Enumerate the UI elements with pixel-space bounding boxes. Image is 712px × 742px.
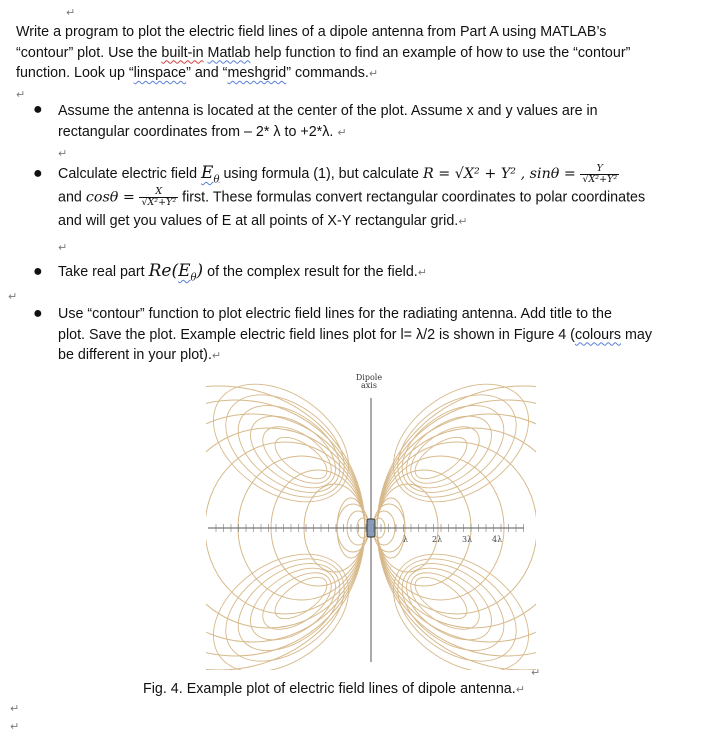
bullet-1-line-1: Assume the antenna is located at the center of the plot. Assume x and y values are in [58,103,598,119]
field-line [222,388,356,511]
field-line [207,374,363,519]
dipole-axis-label: Dipole [355,373,383,382]
bullet-1-line-2: rectangular coordinates from – 2* λ to +2*λ. ↵ [58,123,347,140]
bullet-4-line-2: plot. Save the plot. Example electric field lines plot for l= λ/2 is shown in Figure 4 (colours may [58,326,653,343]
bullet-dot: ● [33,165,43,182]
paragraph-mark: ↵ [16,88,26,101]
field-line [268,569,333,626]
paragraph-mark: ↵ [66,6,76,19]
tick-label: 3λ [462,535,473,544]
field-line [386,388,520,511]
field-line [408,429,473,486]
field-line [371,370,536,526]
dipole-field-lines-figure [206,370,536,670]
bullet-item-2 [58,163,662,233]
tick-label: 2λ [432,535,443,544]
bullet-dot: ● [33,263,43,280]
bullet-item-4 [58,304,662,367]
paragraph-mark: ↵ [10,720,20,733]
field-line [386,546,520,669]
bullet-item-3: Take real part $Re(E_\theta)$ of the complex result for the field.↵ [58,261,427,284]
tick-label: 4λ [492,535,503,544]
bullet-dot: ● [33,305,43,322]
field-line [206,370,371,526]
paragraph-mark: ↵ [10,702,20,715]
bullet-2-line-1: Calculate electric field $E_\theta$ using formula (1), but calculate R = √X² + Y² , sinθ = $\frac{Y}{\text{√X²+Y²}}$ [58,162,618,186]
bullet-dot: ● [33,101,43,118]
dipole-axis-label-2: axis [361,381,377,390]
bullet-2-line-2: and cosθ = $\frac{X}{\text{√X²+Y²}}$ first. These formulas convert rectangular coordinates to polar coordinates [58,186,646,208]
field-line [379,374,535,519]
bullet-item-1 [58,101,662,143]
tick-label: λ [403,535,409,544]
bullet-2-line-3: and will get you values of E at all points of X-Y rectangular grid.↵ [58,213,468,229]
paragraph-mark: ↵ [531,666,541,679]
figure-caption: Fig. 4. Example plot of electric field lines of dipole antenna.↵ [143,681,525,697]
intro-line-3: function. Look up “linspace” and “meshgrid” commands.↵ [16,65,379,81]
bullet-4-line-1: Use “contour” function to plot electric field lines for the radiating antenna. Add title to the [58,306,612,322]
intro-line-1: Write a program to plot the electric field lines of a dipole antenna from Part A using MATLAB’s [16,24,607,40]
paragraph-mark: ↵ [58,147,68,160]
intro-line-2: “contour” plot. Use the built-in Matlab help function to find an example of how to use the “contour” [16,44,631,61]
bullet-4-line-3: be different in your plot).↵ [58,347,222,363]
field-line [371,530,536,670]
field-line [206,530,371,670]
field-line [222,546,356,669]
intro-paragraph [16,22,694,85]
field-line [408,569,473,626]
paragraph-mark: ↵ [58,241,68,254]
paragraph-mark: ↵ [8,290,18,303]
field-line [268,429,333,486]
